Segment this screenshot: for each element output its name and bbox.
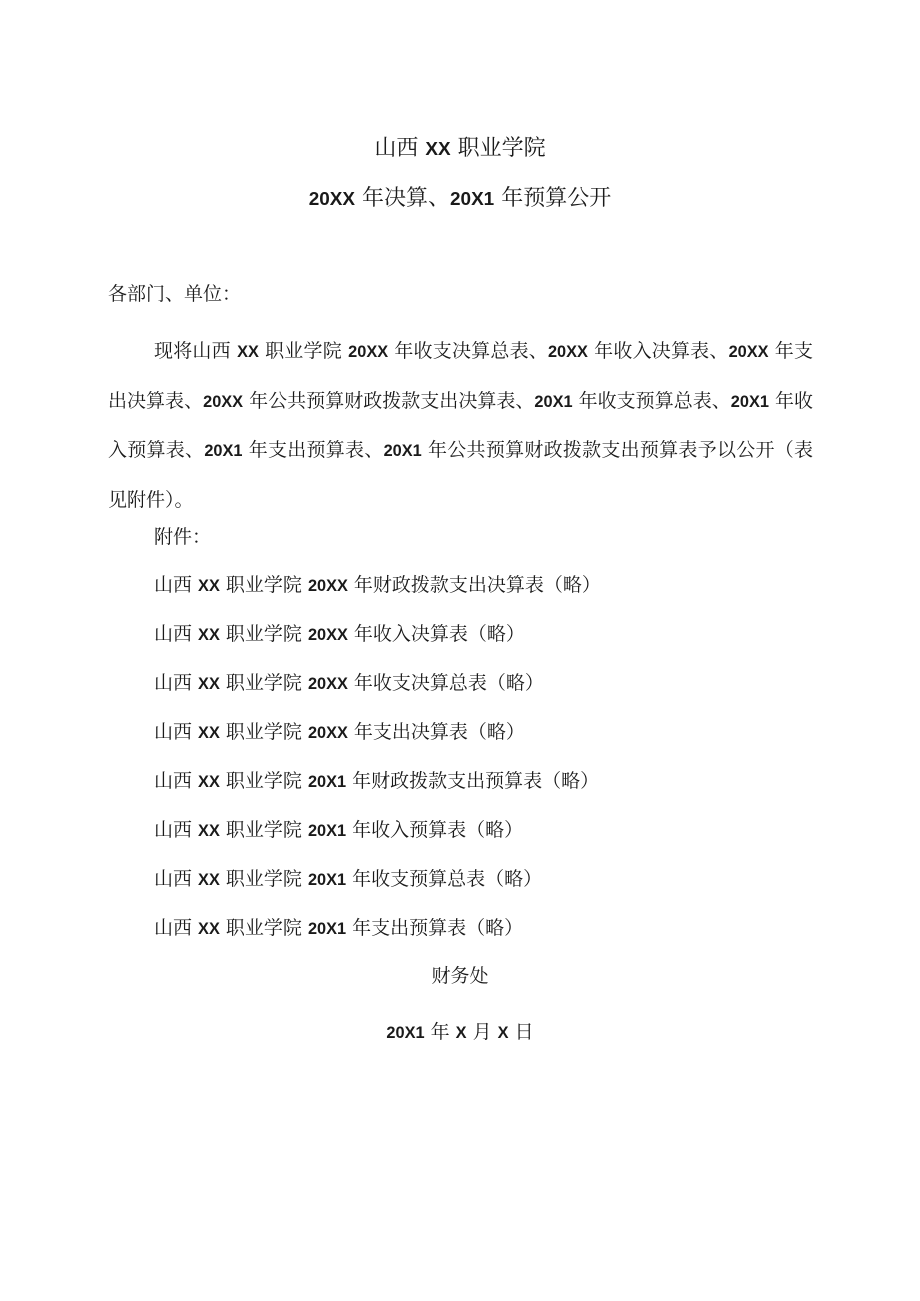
- text-run: 职业学院: [219, 868, 308, 890]
- text-run: 山西: [154, 770, 199, 792]
- text-run: 山西: [154, 819, 199, 841]
- text-run-latin: XX: [198, 822, 220, 840]
- text-run: 年收支预算总表（略）: [346, 868, 543, 890]
- text-run: 年支出预算表（略）: [346, 917, 524, 939]
- text-run-latin: XX: [198, 675, 220, 693]
- text-run: 年支出决算表、: [108, 340, 813, 412]
- text-run: 年收支决算总表、: [388, 340, 548, 362]
- attachment-item: [154, 571, 601, 620]
- text-run: 月: [466, 1021, 498, 1043]
- text-run: 山西: [154, 917, 199, 939]
- text-run: 职业学院: [219, 574, 308, 596]
- signature-department: 财务处: [431, 965, 489, 987]
- body-paragraph: [108, 327, 813, 524]
- text-run: 年财政拨款支出决算表（略）: [347, 574, 601, 596]
- text-run: 年收支决算总表（略）: [347, 672, 544, 694]
- text-run-latin: XX: [425, 139, 451, 160]
- text-run: 年支出预算表、: [242, 439, 384, 461]
- text-run-latin: XX: [198, 920, 220, 938]
- text-run: 职业学院: [219, 770, 308, 792]
- text-run: 年决算、: [355, 186, 451, 211]
- document-subtitle: [0, 184, 920, 215]
- text-run: 年收支预算总表、: [572, 389, 731, 412]
- text-run: 年收入预算表、: [108, 389, 813, 461]
- text-run: 年收入决算表（略）: [347, 623, 525, 645]
- text-run: 职业学院: [219, 623, 308, 645]
- text-run-latin: 20XX: [307, 675, 348, 693]
- text-run: 年公共预算财政拨款支出预算表予以公开（表见附件）。: [108, 439, 813, 511]
- text-run-latin: XX: [198, 626, 220, 644]
- text-run: 年支出决算表（略）: [347, 721, 525, 743]
- text-run: 现将山西: [154, 340, 238, 362]
- text-run: 年财政拨款支出预算表（略）: [346, 770, 600, 792]
- text-run-latin: 20X1: [307, 822, 347, 840]
- text-run: 职业学院: [219, 672, 308, 694]
- text-run-latin: 20X1: [450, 189, 495, 210]
- text-run: 年收入预算表（略）: [346, 819, 524, 841]
- text-run-latin: 20X1: [307, 871, 347, 889]
- text-run-latin: XX: [198, 871, 220, 889]
- text-run-latin: 20X1: [383, 442, 422, 460]
- text-run: 山西: [154, 574, 199, 596]
- text-run-latin: X: [497, 1024, 509, 1042]
- text-run-latin: XX: [198, 773, 220, 791]
- text-run-latin: 20XX: [307, 577, 348, 595]
- attachment-item: [154, 669, 601, 718]
- text-run: 日: [508, 1021, 534, 1043]
- text-run: 山西: [154, 623, 199, 645]
- text-run-latin: 20X1: [307, 773, 347, 791]
- attachment-item: [154, 767, 601, 816]
- attachment-item: [154, 816, 601, 865]
- document-title: [0, 134, 920, 165]
- text-run: 年预算公开: [494, 186, 612, 211]
- salutation: 各部门、单位：: [108, 283, 242, 305]
- text-run-latin: X: [455, 1024, 467, 1042]
- attachment-item: [154, 865, 601, 914]
- text-run-latin: 20XX: [547, 343, 588, 361]
- attachment-item: [154, 914, 601, 963]
- text-run: 职业学院: [219, 917, 308, 939]
- text-run-latin: 20X1: [730, 392, 769, 411]
- text-run: 职业学院: [258, 340, 349, 362]
- text-run-latin: XX: [198, 577, 220, 595]
- text-run: 职业学院: [450, 136, 546, 161]
- text-run: 职业学院: [219, 819, 308, 841]
- text-run-latin: 20XX: [728, 343, 769, 361]
- signature-date: [0, 1018, 920, 1047]
- text-run: 职业学院: [219, 721, 308, 743]
- text-run: 年收入决算表、: [587, 340, 729, 362]
- text-run-latin: 20X1: [204, 442, 243, 460]
- text-run: 年公共预算财政拨款支出决算表、: [243, 389, 535, 412]
- attachments-list: [154, 571, 601, 963]
- text-run: 山西: [374, 136, 426, 161]
- text-run-latin: 20X1: [386, 1024, 425, 1042]
- text-run-latin: XX: [198, 724, 220, 742]
- text-run-latin: 20X1: [534, 392, 573, 411]
- text-run: 年: [424, 1021, 456, 1043]
- text-run: 山西: [154, 868, 199, 890]
- text-run-latin: 20XX: [307, 626, 348, 644]
- text-run-latin: 20XX: [308, 189, 356, 210]
- text-run-latin: 20XX: [307, 724, 348, 742]
- text-run-latin: 20XX: [203, 392, 244, 411]
- text-run: 山西: [154, 672, 199, 694]
- attachments-label: 附件：: [154, 526, 212, 548]
- attachment-item: [154, 718, 601, 767]
- text-run-latin: 20XX: [348, 343, 389, 361]
- attachment-item: [154, 620, 601, 669]
- text-run-latin: 20X1: [307, 920, 347, 938]
- text-run: 山西: [154, 721, 199, 743]
- text-run-latin: XX: [237, 343, 259, 361]
